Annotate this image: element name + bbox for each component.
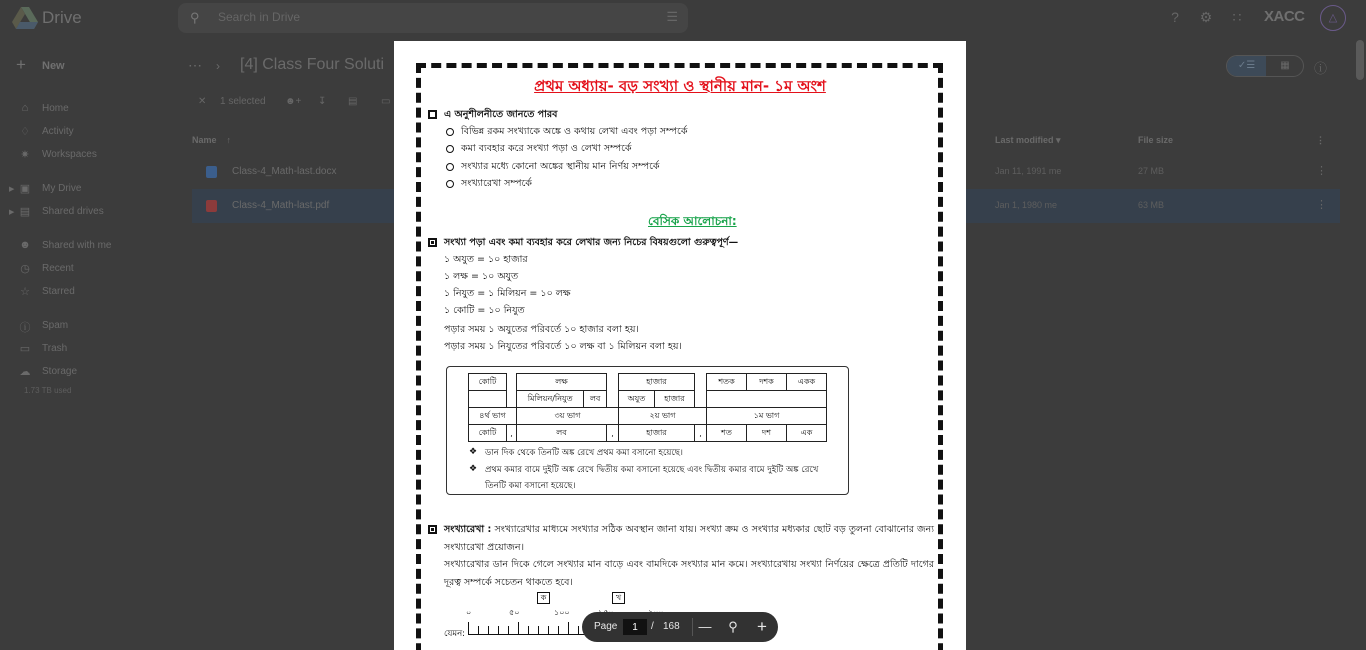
home-icon: ⌂: [21, 102, 29, 114]
pdf-toolbar: [582, 612, 778, 642]
new-button[interactable]: [10, 52, 90, 80]
ruler-tick: [518, 622, 519, 634]
star-icon: ☆: [20, 286, 30, 298]
column-name-label: Name: [192, 135, 217, 145]
fact-line: পড়ার সময় ১ অযুতের পরিবর্তে ১০ হাজার বলা হয়।: [444, 324, 639, 335]
table-cell: ৩য় ভাগ: [517, 408, 619, 425]
table-cell: একক: [787, 374, 827, 391]
page-label: Page: [594, 621, 618, 632]
table-cell: ,: [607, 425, 619, 442]
sidebar-item-label: My Drive: [42, 183, 82, 194]
scrollbar[interactable]: [1356, 40, 1364, 80]
ruler-tick: [578, 626, 579, 634]
table-cell: দশ: [747, 425, 787, 442]
sidebar-item-label: Storage: [42, 366, 78, 377]
more-vertical-icon[interactable]: ⋮: [1316, 199, 1327, 211]
delete-icon[interactable]: ▭: [381, 96, 391, 107]
list-view-icon[interactable]: ✓☰: [1227, 56, 1266, 76]
table-row: [469, 374, 827, 391]
breadcrumb-folder[interactable]: [4] Class Four Soluti: [240, 56, 385, 73]
table-cell: দশক: [747, 374, 787, 391]
fact-line: ১ অযুত = ১০ হাজার: [444, 254, 528, 265]
ruler-tick: [508, 626, 509, 634]
square-bullet-icon: [428, 525, 437, 534]
numberline-paragraph-2: সংখ্যারেখার ডান দিকে গেলে সংখ্যার মান বাড়ে এবং বামদিকে সংখ্যার মান কমে। সংখ্যারেখায় সংখ্যা নির্ণয়ের ক্ষেত্রে প্রতিটি দাগের দূরত্ব সম্পর্কে সচেতন থাকতে হবে।: [444, 559, 934, 588]
table-cell: কোটি: [469, 374, 507, 391]
table-cell: অযুত: [619, 391, 655, 408]
account-logo: XACC: [1264, 8, 1305, 25]
file-modified: Jan 1, 1980 me: [995, 200, 1058, 210]
sidebar-item-label: Home: [42, 103, 69, 114]
ruler-label: ৫০: [509, 608, 520, 617]
chevron-right-icon: ›: [216, 59, 220, 73]
label-box-ka: ক: [537, 592, 550, 604]
search-icon: ⚲: [190, 10, 200, 25]
zoom-in-icon[interactable]: +: [757, 617, 767, 636]
zoom-icon[interactable]: ⚲: [728, 619, 738, 634]
column-file-size[interactable]: File size: [1138, 135, 1174, 145]
ruler-tick: [538, 626, 539, 634]
drive-top-bar: [0, 0, 1366, 36]
ruler-label: ১০০: [554, 608, 570, 617]
expand-arrow-icon[interactable]: ▶: [9, 209, 15, 216]
note-line: তিনটি কমা বসানো হয়েছে।: [485, 481, 576, 491]
docx-file-icon: [206, 166, 217, 178]
section-heading: সংখ্যা পড়া এবং কমা ব্যবহার করে লেখার জন্য নিচের বিষয়গুলো গুরুত্বপূর্ণ—: [444, 237, 739, 248]
sort-arrow-icon[interactable]: ↑: [226, 135, 232, 145]
sidebar-item-label: Workspaces: [42, 149, 97, 160]
cloud-icon: ☁: [19, 366, 31, 378]
view-toggle[interactable]: [1226, 55, 1304, 77]
column-name[interactable]: [192, 135, 231, 145]
apps-grid-icon[interactable]: ∷: [1232, 9, 1242, 25]
note-line: প্রথম কমার বামে দুইটি অঙ্ক রেখে দ্বিতীয় কমা বসানো হয়েছে এবং দ্বিতীয় কমার বামে দুইটি অঙ্ক রেখে: [485, 465, 819, 475]
numberline-label: সংখ্যারেখা :: [444, 524, 492, 535]
table-cell: হাজার: [654, 391, 694, 408]
ruler-tick: [568, 622, 569, 634]
grid-view-icon[interactable]: ▦: [1280, 60, 1290, 71]
table-cell: [507, 374, 517, 391]
close-icon[interactable]: ✕: [198, 96, 207, 107]
zoom-out-icon[interactable]: —: [698, 619, 712, 634]
learn-item: সংখ্যার মধ্যে কোনো অঙ্কের স্থানীয় মান নির্ণয় সম্পর্কে: [461, 161, 660, 172]
more-vertical-icon[interactable]: ⋮: [1316, 165, 1327, 177]
learn-heading: এ অনুশীলনীতে জানতে পারব: [444, 109, 558, 120]
sidebar-item-label: Trash: [42, 343, 68, 354]
new-button-label: New: [42, 60, 65, 72]
circle-bullet-icon: [446, 180, 454, 188]
spam-icon: ⓘ: [19, 322, 31, 334]
bell-icon: ♢: [20, 126, 30, 138]
file-size: 27 MB: [1138, 166, 1165, 176]
settings-gear-icon[interactable]: ⚙: [1199, 9, 1213, 25]
search-placeholder: Search in Drive: [218, 10, 301, 24]
workspaces-icon: ✷: [20, 149, 30, 161]
file-name: Class-4_Math-last.pdf: [232, 200, 330, 211]
table-row: [469, 408, 827, 425]
ruler-tick: [498, 626, 499, 634]
column-modified-label: Last modified: [995, 135, 1054, 145]
table-cell: এক: [787, 425, 827, 442]
learn-item: সংখ্যারেখা সম্পর্কে: [461, 178, 532, 189]
drive-icon: ▣: [19, 183, 31, 195]
page-separator: /: [651, 621, 654, 632]
more-horizontal-icon[interactable]: ⋯: [188, 57, 202, 73]
fact-line: ১ নিযুত = ১ মিলিয়ন = ১০ লক্ষ: [444, 288, 571, 299]
pdf-file-icon: [206, 200, 217, 212]
table-cell: কোটি: [469, 425, 507, 442]
page-number-input[interactable]: [623, 619, 647, 635]
numberline-text: সংখ্যারেখার মাধ্যমে সংখ্যার সঠিক অবস্থান জানা যায়। সংখ্যা ক্রম ও সংখ্যার মধ্যকার ছোট বড় তুলনা বোঝানোর জন্য সংখ্যারেখা প্রয়োজন।: [444, 524, 934, 553]
table-cell: লক্ষ: [517, 374, 607, 391]
table-cell: [695, 374, 707, 391]
table-cell: লব: [584, 391, 607, 408]
table-cell: ১ম ভাগ: [707, 408, 827, 425]
table-cell: ৪র্থ ভাগ: [469, 408, 517, 425]
circle-bullet-icon: [446, 163, 454, 171]
ruler-tick: [528, 626, 529, 634]
table-cell: লব: [517, 425, 607, 442]
table-cell: [607, 391, 619, 408]
circle-bullet-icon: [446, 145, 454, 153]
table-cell: ২য় ভাগ: [619, 408, 707, 425]
label-box-kha: খ: [612, 592, 625, 604]
table-cell: [707, 391, 827, 408]
table-cell: হাজার: [619, 425, 695, 442]
note-line: ডান দিক থেকে তিনটি অঙ্ক রেখে প্রথম কমা বসানো হয়েছে।: [485, 448, 683, 458]
table-cell: শতক: [707, 374, 747, 391]
shared-drive-icon: ▤: [19, 206, 31, 218]
file-modified: Jan 11, 1991 me: [995, 166, 1062, 176]
example-label: যেমন:: [444, 629, 466, 639]
ruler-tick: [558, 626, 559, 634]
diamond-bullet-icon: ❖: [469, 446, 478, 456]
table-cell: হাজার: [619, 374, 695, 391]
table-cell: [695, 391, 707, 408]
table-row: [469, 391, 827, 408]
fact-line: ১ লক্ষ = ১০ অযুত: [444, 271, 519, 282]
file-size: 63 MB: [1138, 200, 1165, 210]
sidebar-item-label: Shared drives: [42, 206, 104, 217]
pdf-page: [394, 41, 966, 650]
chevron-down-icon: ▾: [1056, 135, 1061, 145]
table-cell: শত: [707, 425, 747, 442]
table-row: [469, 425, 827, 442]
fact-line: পড়ার সময় ১ নিযুতের পরিবর্তে ১০ লক্ষ বা ১ মিলিয়ন বলা হয়।: [444, 341, 682, 352]
share-icon[interactable]: ☻+: [285, 96, 302, 107]
checkbox-icon: [428, 110, 437, 119]
table-cell: ,: [507, 425, 517, 442]
learn-item: বিভিন্ন রকম সংখ্যাকে অঙ্কে ও কথায় লেখা এবং পড়া সম্পর্কে: [461, 126, 688, 137]
place-value-table: [468, 373, 827, 442]
drive-logo-icon: [12, 7, 38, 29]
sidebar-item-label: Activity: [42, 126, 74, 137]
ruler-tick: [468, 622, 469, 634]
download-icon[interactable]: ↧: [318, 96, 327, 107]
table-cell: ,: [695, 425, 707, 442]
drive-brand: Drive: [42, 8, 82, 27]
column-last-modified[interactable]: [995, 135, 1061, 146]
sidebar-item-label: Shared with me: [42, 240, 112, 251]
basic-heading: বেসিক আলোচনা:: [648, 214, 737, 228]
column-more-icon[interactable]: ⋮: [1316, 135, 1325, 145]
sidebar-item-label: Recent: [42, 263, 74, 274]
ruler-tick: [548, 626, 549, 634]
toolbar-divider: [692, 618, 693, 636]
sidebar-item-label: Spam: [42, 320, 69, 331]
numberline-paragraph: [444, 521, 934, 556]
clock-icon: ◷: [20, 263, 30, 275]
ruler-tick: [488, 626, 489, 634]
trash-icon: ▭: [19, 343, 31, 355]
learn-item: কমা ব্যবহার করে সংখ্যা পড়া ও লেখা সম্পর্কে: [461, 143, 632, 154]
selection-count: 1 selected: [220, 96, 266, 107]
storage-usage: 1.73 TB used: [24, 386, 72, 395]
diamond-bullet-icon: ❖: [469, 463, 478, 473]
total-pages: 168: [663, 621, 680, 632]
square-bullet-icon: [428, 238, 437, 247]
account-avatar[interactable]: △: [1320, 5, 1346, 31]
info-icon[interactable]: ⓘ: [1314, 61, 1328, 76]
file-name: Class-4_Math-last.docx: [232, 166, 337, 177]
ruler-tick: [478, 626, 479, 634]
search-bar[interactable]: [178, 3, 688, 33]
help-icon[interactable]: ?: [1171, 9, 1179, 25]
fact-line: ১ কোটি = ১০ নিযুত: [444, 305, 525, 316]
sidebar-item-label: Starred: [42, 286, 75, 297]
table-cell: [607, 374, 619, 391]
move-icon[interactable]: ▤: [348, 96, 358, 107]
plus-icon: +: [16, 55, 26, 74]
table-cell: [507, 391, 517, 408]
ruler-label: ০: [466, 608, 472, 617]
expand-arrow-icon[interactable]: ▶: [9, 186, 15, 193]
table-cell: [469, 391, 507, 408]
search-options-icon[interactable]: ☰: [666, 9, 678, 24]
table-cell: মিলিয়ন/নিযুত: [517, 391, 584, 408]
people-icon: ☻: [19, 239, 31, 251]
circle-bullet-icon: [446, 128, 454, 136]
document-title: প্রথম অধ্যায়- বড় সংখ্যা ও স্থানীয় মান- ১ম অংশ: [534, 77, 826, 95]
